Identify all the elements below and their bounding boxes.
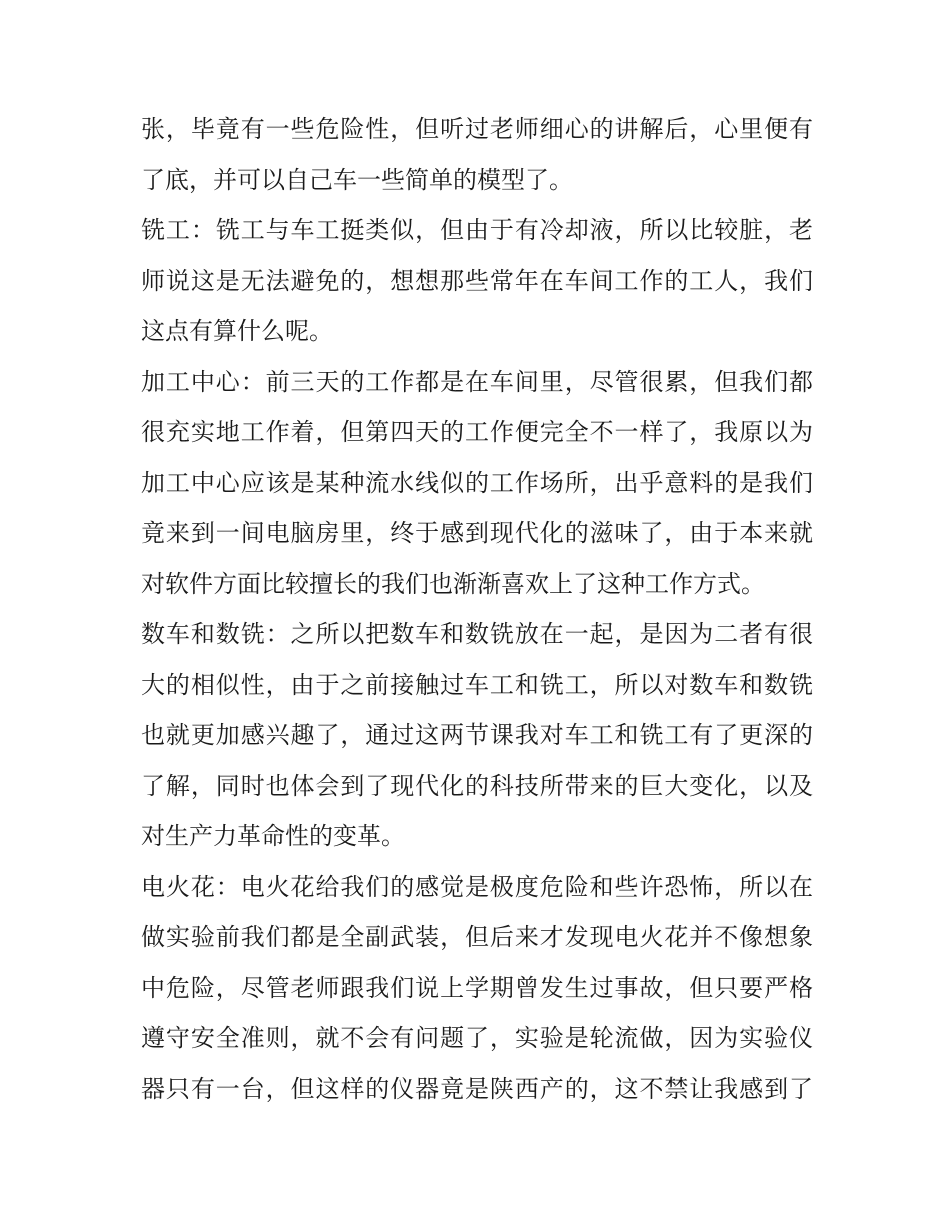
text-line: 器只有一台，但这样的仪器竟是陕西产的，这不禁让我感到了 bbox=[141, 1074, 813, 1103]
text-line: 了解，同时也体会到了现代化的科技所带来的巨大变化，以及 bbox=[141, 771, 813, 800]
body-text bbox=[141, 104, 813, 1114]
text-line: 这点有算什么呢。 bbox=[141, 317, 333, 345]
text-line: 也就更加感兴趣了，通过这两节课我对车工和铣工有了更深的 bbox=[141, 721, 813, 749]
text-line: 对生产力革命性的变革。 bbox=[141, 822, 405, 850]
text-line: 中危险，尽管老师跟我们说上学期曾发生过事故，但只要严格 bbox=[141, 973, 813, 1002]
text-line: 加工中心应该是某种流水线似的工作场所，出乎意料的是我们 bbox=[141, 468, 813, 497]
text-line: 大的相似性，由于之前接触过车工和铣工，所以对数车和数铣 bbox=[141, 670, 813, 699]
text-line: 很充实地工作着，但第四天的工作便完全不一样了，我原以为 bbox=[141, 418, 813, 446]
text-line: 竟来到一间电脑房里，终于感到现代化的滋味了，由于本来就 bbox=[141, 519, 813, 547]
text-line: 对软件方面比较擅长的我们也渐渐喜欢上了这种工作方式。 bbox=[141, 569, 765, 598]
text-line: 师说这是无法避免的，想想那些常年在车间工作的工人，我们 bbox=[141, 266, 813, 295]
text-line: 张，毕竟有一些危险性，但听过老师细心的讲解后，心里便有 bbox=[141, 115, 813, 143]
text-line: 电火花：电火花给我们的感觉是极度危险和些许恐怖，所以在 bbox=[141, 872, 813, 901]
text-line: 做实验前我们都是全副武装，但后来才发现电火花并不像想象 bbox=[141, 923, 813, 951]
text-line: 数车和数铣：之所以把数车和数铣放在一起，是因为二者有很 bbox=[141, 620, 813, 648]
text-line: 加工中心：前三天的工作都是在车间里，尽管很累，但我们都 bbox=[141, 367, 813, 396]
text-line: 了底，并可以自己车一些简单的模型了。 bbox=[141, 165, 573, 194]
text-line: 铣工：铣工与车工挺类似，但由于有冷却液，所以比较脏，老 bbox=[141, 216, 813, 244]
text-line: 遵守安全准则，就不会有问题了，实验是轮流做，因为实验仪 bbox=[141, 1024, 813, 1052]
